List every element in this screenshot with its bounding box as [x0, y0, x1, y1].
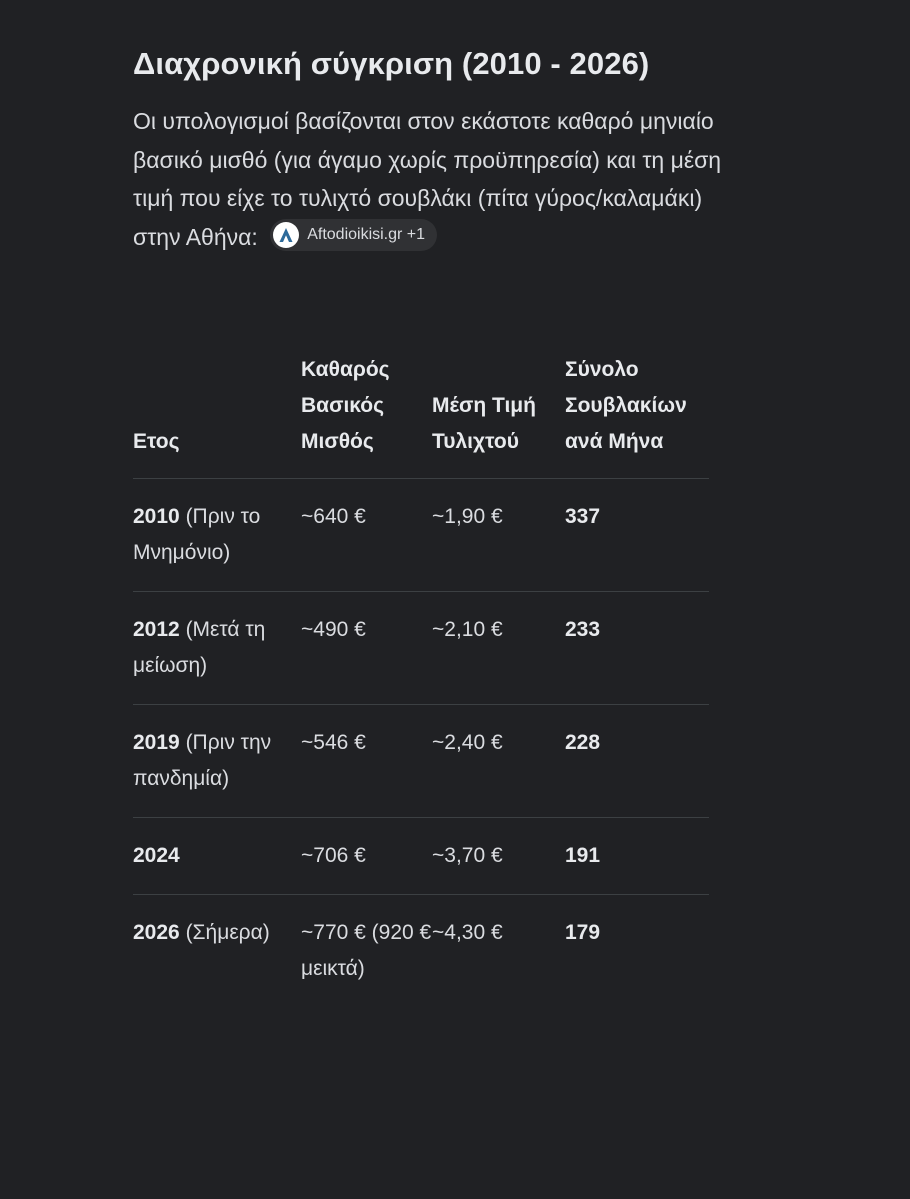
- cell-salary: ~770 € (920 € μεικτά): [301, 921, 432, 980]
- cell-salary: ~546 €: [301, 705, 432, 818]
- source-chip[interactable]: [270, 219, 437, 251]
- cell-year: [133, 895, 301, 1008]
- table-header-row: [133, 352, 709, 479]
- cell-price: ~4,30 €: [432, 921, 503, 944]
- year-note: (Σήμερα): [185, 921, 270, 944]
- cell-salary: ~490 €: [301, 592, 432, 705]
- year-note: (Πριν το Μνημόνιο): [133, 505, 261, 564]
- cell-price: ~1,90 €: [432, 479, 565, 592]
- year-note: (Πριν την πανδημία): [133, 731, 272, 790]
- aftodioikisi-logo-icon: [273, 222, 299, 248]
- table-row: [133, 705, 709, 818]
- header-price: Μέση Τιμή Τυλιχτού: [432, 352, 565, 479]
- cell-year: [133, 479, 301, 592]
- intro-paragraph: [133, 102, 733, 256]
- cell-total: 337: [565, 479, 709, 592]
- table-row: [133, 895, 709, 1008]
- year-value: 2026: [133, 921, 180, 944]
- table-row: [133, 592, 709, 705]
- year-value: 2024: [133, 844, 180, 867]
- cell-price: ~2,40 €: [432, 705, 565, 818]
- cell-salary: ~706 €: [301, 818, 432, 895]
- cell-year: [133, 705, 301, 818]
- comparison-table: [133, 352, 709, 1007]
- table-row: [133, 479, 709, 592]
- cell-price: ~3,70 €: [432, 818, 565, 895]
- year-value: 2019: [133, 731, 180, 754]
- cell-total: 233: [565, 592, 709, 705]
- year-note: (Μετά τη μείωση): [133, 618, 266, 677]
- cell-total: 191: [565, 818, 709, 895]
- year-value: 2010: [133, 505, 180, 528]
- header-year: Ετος: [133, 352, 301, 479]
- table-row: [133, 818, 709, 895]
- cell-year: [133, 818, 301, 895]
- cell-year: [133, 592, 301, 705]
- header-salary: Καθαρός Βασικός Μισθός: [301, 352, 432, 479]
- section-title: Διαχρονική σύγκριση (2010 - 2026): [133, 46, 650, 81]
- source-chip-label: Aftodioikisi.gr +1: [307, 226, 426, 244]
- answer-section: [133, 40, 733, 256]
- cell-total: 179: [565, 921, 601, 944]
- year-value: 2012: [133, 618, 180, 641]
- cell-total: 228: [565, 705, 709, 818]
- intro-text: Οι υπολογισμοί βασίζονται στον εκάστοτε καθαρό μηνιαίο βασικό μισθό (για άγαμο χωρίς προϋπηρεσία) και τη μέση τιμή που είχε το τυλιχτό σουβλάκι (πίτα γύρος/καλαμάκι) στην Αθήνα:: [133, 108, 722, 250]
- cell-price: ~2,10 €: [432, 592, 565, 705]
- header-total: Σύνολο Σουβλακίων ανά Μήνα: [565, 352, 709, 479]
- cell-salary: ~640 €: [301, 479, 432, 592]
